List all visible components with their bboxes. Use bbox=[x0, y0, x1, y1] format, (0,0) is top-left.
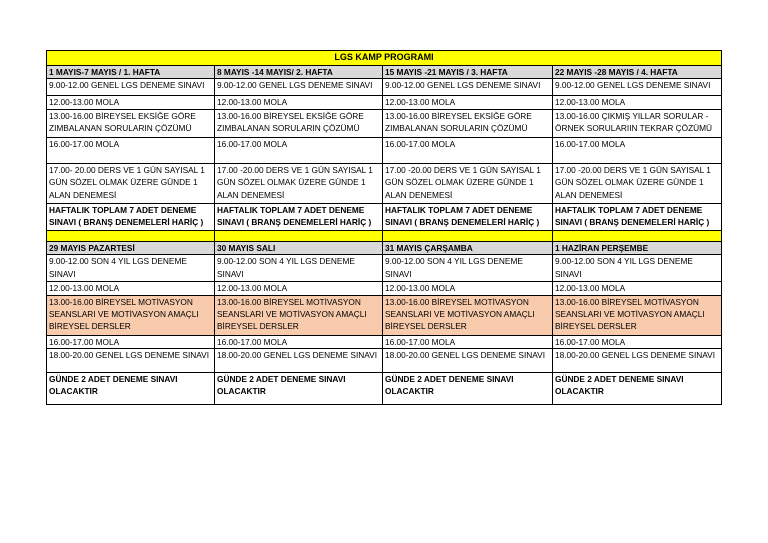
spacer-row bbox=[47, 230, 722, 241]
table-cell: 17.00- 20.00 DERS VE 1 GÜN SAYISAL 1 GÜN SÖZEL OLMAK ÜZERE GÜNDE 1 ALAN DENEMESİ bbox=[47, 163, 215, 203]
table-cell: 12.00-13.00 MOLA bbox=[215, 282, 383, 295]
table-cell: GÜNDE 2 ADET DENEME SINAVI OLACAKTIR bbox=[215, 373, 383, 405]
week-header-4: 22 MAYIS -28 MAYIS / 4. HAFTA bbox=[553, 66, 722, 79]
table-cell: 12.00-13.00 MOLA bbox=[215, 96, 383, 109]
spacer-cell bbox=[215, 230, 383, 241]
table-cell: 9.00-12.00 SON 4 YIL LGS DENEME SINAVI bbox=[47, 255, 215, 282]
day-header-4: 1 HAZİRAN PERŞEMBE bbox=[553, 241, 722, 254]
table-cell: 16.00-17.00 MOLA bbox=[383, 335, 553, 348]
table-cell: 9.00-12.00 GENEL LGS DENEME SINAVI bbox=[215, 79, 383, 96]
table-cell: 12.00-13.00 MOLA bbox=[383, 96, 553, 109]
week-header-2: 8 MAYIS -14 MAYIS/ 2. HAFTA bbox=[215, 66, 383, 79]
schedule-table bbox=[46, 50, 722, 405]
table-title: LGS KAMP PROGRAMI bbox=[47, 51, 722, 66]
table-cell: 16.00-17.00 MOLA bbox=[383, 137, 553, 163]
table-cell: GÜNDE 2 ADET DENEME SINAVI OLACAKTIR bbox=[553, 373, 722, 405]
table-cell: 18.00-20.00 GENEL LGS DENEME SINAVI bbox=[215, 349, 383, 373]
table-cell: 12.00-13.00 MOLA bbox=[553, 96, 722, 109]
spacer-cell bbox=[47, 230, 215, 241]
spacer-cell bbox=[553, 230, 722, 241]
table-cell: 13.00-16.00 BİREYSEL MOTİVASYON SEANSLARI VE MOTİVASYON AMAÇLI BİREYSEL DERSLER bbox=[47, 295, 215, 335]
week-header-3: 15 MAYIS -21 MAYIS / 3. HAFTA bbox=[383, 66, 553, 79]
table-cell: 13.00-16.00 BİREYSEL MOTİVASYON SEANSLARI VE MOTİVASYON AMAÇLI BİREYSEL DERSLER bbox=[553, 295, 722, 335]
week-header-1: 1 MAYIS-7 MAYIS / 1. HAFTA bbox=[47, 66, 215, 79]
table-cell: 16.00-17.00 MOLA bbox=[47, 137, 215, 163]
table-cell: 13.00-16.00 BİREYSEL EKSİĞE GÖRE ZIMBALANAN SORULARIN ÇÖZÜMÜ bbox=[215, 109, 383, 137]
table-cell: HAFTALIK TOPLAM 7 ADET DENEME SINAVI ( BRANŞ DENEMELERİ HARİÇ ) bbox=[553, 203, 722, 230]
table-cell: 17.00 -20.00 DERS VE 1 GÜN SAYISAL 1 GÜN SÖZEL OLMAK ÜZERE GÜNDE 1 ALAN DENEMESİ bbox=[553, 163, 722, 203]
day-header-3: 31 MAYIS ÇARŞAMBA bbox=[383, 241, 553, 254]
table-cell: 16.00-17.00 MOLA bbox=[47, 335, 215, 348]
table-cell: 16.00-17.00 MOLA bbox=[553, 335, 722, 348]
table-cell: 18.00-20.00 GENEL LGS DENEME SINAVI bbox=[383, 349, 553, 373]
table-cell: 16.00-17.00 MOLA bbox=[553, 137, 722, 163]
table-cell: 17.00 -20.00 DERS VE 1 GÜN SAYISAL 1 GÜN SÖZEL OLMAK ÜZERE GÜNDE 1 ALAN DENEMESİ bbox=[215, 163, 383, 203]
table-cell: 13.00-16.00 ÇIKMIŞ YILLAR SORULAR - ÖRNEK SORULARIIN TEKRAR ÇÖZÜMÜ bbox=[553, 109, 722, 137]
table-cell: 18.00-20.00 GENEL LGS DENEME SINAVI bbox=[47, 349, 215, 373]
table-cell: HAFTALIK TOPLAM 7 ADET DENEME SINAVI ( BRANŞ DENEMELERİ HARİÇ ) bbox=[47, 203, 215, 230]
table-cell: 12.00-13.00 MOLA bbox=[47, 282, 215, 295]
table-cell: 9.00-12.00 SON 4 YIL LGS DENEME SINAVI bbox=[383, 255, 553, 282]
table-cell: 12.00-13.00 MOLA bbox=[553, 282, 722, 295]
table-cell: 17.00 -20.00 DERS VE 1 GÜN SAYISAL 1 GÜN SÖZEL OLMAK ÜZERE GÜNDE 1 ALAN DENEMESİ bbox=[383, 163, 553, 203]
table-cell: GÜNDE 2 ADET DENEME SINAVI OLACAKTIR bbox=[47, 373, 215, 405]
table-cell: 18.00-20.00 GENEL LGS DENEME SINAVI bbox=[553, 349, 722, 373]
table-cell: GÜNDE 2 ADET DENEME SINAVI OLACAKTIR bbox=[383, 373, 553, 405]
table-cell: 16.00-17.00 MOLA bbox=[215, 137, 383, 163]
table-cell: 13.00-16.00 BİREYSEL MOTİVASYON SEANSLARI VE MOTİVASYON AMAÇLI BİREYSEL DERSLER bbox=[215, 295, 383, 335]
table-cell: 9.00-12.00 GENEL LGS DENEME SINAVI bbox=[47, 79, 215, 96]
table-cell: 12.00-13.00 MOLA bbox=[47, 96, 215, 109]
table-cell: 9.00-12.00 SON 4 YIL LGS DENEME SINAVI bbox=[215, 255, 383, 282]
table-cell: HAFTALIK TOPLAM 7 ADET DENEME SINAVI ( BRANŞ DENEMELERİ HARİÇ ) bbox=[215, 203, 383, 230]
table-cell: 13.00-16.00 BİREYSEL MOTİVASYON SEANSLARI VE MOTİVASYON AMAÇLI BİREYSEL DERSLER bbox=[383, 295, 553, 335]
spacer-cell bbox=[383, 230, 553, 241]
day-header-1: 29 MAYIS PAZARTESİ bbox=[47, 241, 215, 254]
table-cell: 9.00-12.00 SON 4 YIL LGS DENEME SINAVI bbox=[553, 255, 722, 282]
table-cell: 12.00-13.00 MOLA bbox=[383, 282, 553, 295]
day-header-2: 30 MAYIS SALI bbox=[215, 241, 383, 254]
table-cell: 9.00-12.00 GENEL LGS DENEME SINAVI bbox=[383, 79, 553, 96]
table-cell: 9.00-12.00 GENEL LGS DENEME SINAVI bbox=[553, 79, 722, 96]
table-cell: 13.00-16.00 BİREYSEL EKSİĞE GÖRE ZIMBALANAN SORULARIN ÇÖZÜMÜ bbox=[383, 109, 553, 137]
table-cell: HAFTALIK TOPLAM 7 ADET DENEME SINAVI ( BRANŞ DENEMELERİ HARİÇ ) bbox=[383, 203, 553, 230]
table-cell: 13.00-16.00 BİREYSEL EKSİĞE GÖRE ZIMBALANAN SORULARIN ÇÖZÜMÜ bbox=[47, 109, 215, 137]
table-cell: 16.00-17.00 MOLA bbox=[215, 335, 383, 348]
